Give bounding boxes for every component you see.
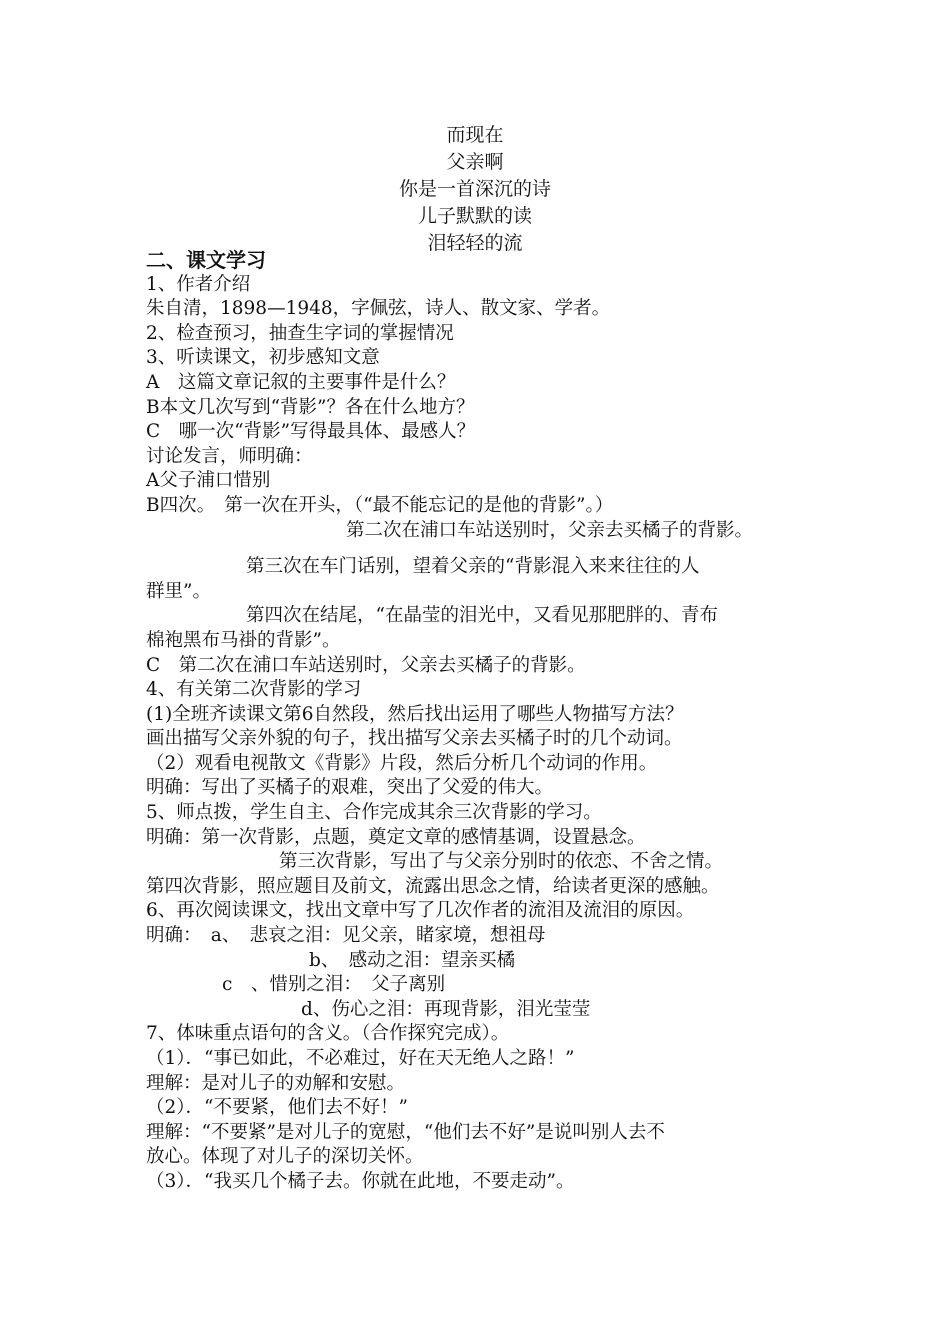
text-line: （2）观看电视散文《背影》片段，然后分析几个动词的作用。: [146, 752, 658, 774]
poem-line: 儿子默默的读: [417, 205, 532, 227]
text-line: 第四次背影，照应题目及前文，流露出思念之情，给读者更深的感触。: [146, 875, 720, 897]
poem-line: 泪轻轻的流: [427, 232, 523, 254]
text-line: 棉袍黑布马褂的背影”。: [146, 629, 341, 651]
text-line: 画出描写父亲外貌的句子，找出描写父亲去买橘子时的几个动词。: [146, 728, 683, 750]
text-line: （3）．“我买几个橘子去。你就在此地，不要走动”。: [146, 1170, 575, 1192]
lesson-body: [146, 248, 846, 1195]
text-line: (1)全班齐读课文第6自然段，然后找出运用了哪些人物描写方法？: [146, 703, 684, 725]
text-line: B本文几次写到“背影”？各在什么地方？: [146, 396, 475, 418]
blank-line: [146, 543, 846, 555]
text-line: 4、有关第二次背影的学习: [146, 679, 362, 701]
text-line: c 、惜别之泪： 父子离别: [222, 974, 446, 996]
text-line: 放心。体现了对儿子的深切关怀。: [146, 1146, 424, 1168]
text-line: 第四次在结尾，“在晶莹的泪光中，又看见那肥胖的、青布: [246, 605, 718, 627]
poem-block: [0, 122, 950, 257]
text-line: 6、再次阅读课文，找出文章中写了几次作者的流泪及流泪的原因。: [146, 900, 695, 922]
text-line: C 哪一次“背影”写得最具体、最感人？: [146, 421, 476, 443]
text-line: 明确：写出了买橘子的艰难，突出了父爱的伟大。: [146, 777, 554, 799]
text-line: （2）．“不要紧，他们去不好！”: [146, 1097, 408, 1119]
text-line: 1、作者介绍: [146, 273, 251, 295]
text-line: d、伤心之泪：再现背影，泪光莹莹: [301, 998, 591, 1020]
text-line: 第二次在浦口车站送别时，父亲去买橘子的背影。: [346, 519, 754, 541]
text-line: 群里”。: [146, 580, 211, 602]
text-line: 理解：是对儿子的劝解和安慰。: [146, 1072, 406, 1094]
text-line: 理解：“不要紧”是对儿子的宽慰，“他们去不好”是说叫别人去不: [146, 1121, 665, 1143]
text-line: （1）．“事已如此，不必难过，好在天无绝人之路！”: [146, 1048, 575, 1069]
text-line: B四次。 第一次在开头，（“最不能忘记的是他的背影”。）: [146, 494, 614, 516]
text-line: 明确： a、 悲哀之泪：见父亲，睹家境，想祖母: [146, 925, 546, 947]
text-line: 2、检查预习，抽查生字词的掌握情况: [146, 322, 454, 344]
text-line: A 这篇文章记叙的主要事件是什么？: [146, 371, 456, 393]
text-line: 讨论发言，师明确：: [146, 445, 313, 467]
text-line: 3、听读课文，初步感知文意: [146, 347, 380, 369]
text-line: 明确：第一次背影，点题，奠定文章的感情基调，设置悬念。: [146, 826, 646, 848]
poem-line: 你是一首深沉的诗: [398, 178, 551, 200]
section-heading: 二、课文学习: [146, 248, 266, 272]
text-line: 7、体味重点语句的含义。（合作探究完成）。: [146, 1023, 510, 1045]
text-line: A父子浦口惜别: [146, 470, 271, 492]
text-line: b、 感动之泪：望亲买橘: [309, 949, 516, 971]
text-line: 第三次在车门话别，望着父亲的“背影混入来来往往的人: [246, 556, 700, 578]
text-line: 朱自清，1898—1948，字佩弦，诗人、散文家、学者。: [146, 298, 611, 320]
poem-line: 而现在: [446, 124, 504, 146]
text-line: 5、师点拨，学生自主、合作完成其余三次背影的学习。: [146, 802, 602, 824]
text-line: C 第二次在浦口车站送别时，父亲去买橘子的背影。: [146, 654, 586, 676]
poem-line: 父亲啊: [446, 151, 504, 173]
text-line: 第三次背影，写出了与父亲分别时的依恋、不舍之情。: [279, 851, 724, 873]
